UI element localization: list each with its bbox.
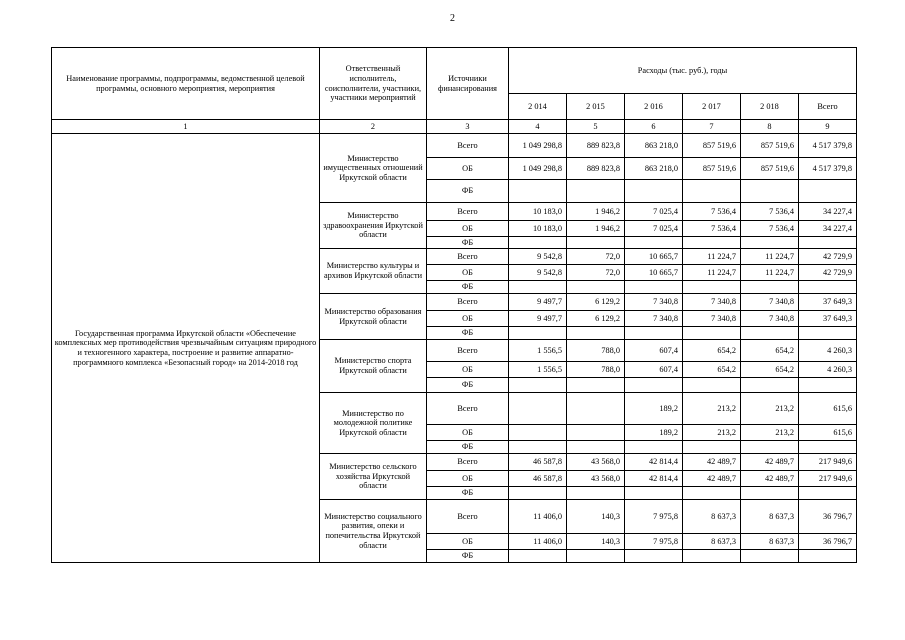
value-cell: 11 224,7 [741,249,799,265]
source-cell: ОБ [427,471,509,487]
value-cell: 8 637,3 [683,500,741,534]
total-cell: 34 227,4 [799,221,857,237]
total-cell [799,237,857,249]
value-cell [567,327,625,340]
value-cell: 7 340,8 [683,311,741,327]
header-year: 2 018 [741,94,799,120]
header-name: Наименование программы, подпрограммы, ведомственной целевой программы, основного мероприятия, мероприятия [52,48,320,120]
column-number: 6 [625,120,683,134]
value-cell [567,281,625,294]
total-cell: 4 260,3 [799,362,857,378]
value-cell [741,378,799,393]
column-number: 5 [567,120,625,134]
value-cell: 1 946,2 [567,221,625,237]
source-cell: ФБ [427,327,509,340]
value-cell: 42 489,7 [683,454,741,471]
value-cell [509,441,567,454]
source-cell: ФБ [427,487,509,500]
value-cell: 857 519,6 [683,158,741,180]
value-cell: 11 406,0 [509,534,567,550]
value-cell: 42 489,7 [683,471,741,487]
value-cell: 607,4 [625,362,683,378]
value-cell: 7 975,8 [625,534,683,550]
source-cell: ФБ [427,378,509,393]
value-cell: 1 556,5 [509,362,567,378]
value-cell: 654,2 [741,362,799,378]
total-cell: 217 949,6 [799,454,857,471]
source-cell: ФБ [427,237,509,249]
value-cell [683,378,741,393]
value-cell [509,237,567,249]
value-cell [567,237,625,249]
program-name: Государственная программа Иркутской области «Обеспечение комплексных мер противодействия чрезвычайным ситуациям природного и техногенного характера, построение и развитие аппаратно-программного комплекса «Безопасный город» на 2014-2018 год [52,134,320,563]
value-cell [567,550,625,563]
executor-cell: Министерство образования Иркутской области [320,294,427,340]
value-cell [741,237,799,249]
value-cell: 213,2 [741,425,799,441]
header-year: 2 014 [509,94,567,120]
table-body [52,48,857,563]
value-cell [509,180,567,203]
value-cell: 10 665,7 [625,249,683,265]
value-cell: 7 536,4 [683,221,741,237]
value-cell: 9 542,8 [509,265,567,281]
value-cell: 7 536,4 [683,203,741,221]
total-cell [799,550,857,563]
column-numbers-row [52,120,857,134]
value-cell: 46 587,8 [509,471,567,487]
source-cell: Всего [427,294,509,311]
value-cell [683,281,741,294]
value-cell [625,487,683,500]
value-cell [741,487,799,500]
total-cell: 42 729,9 [799,249,857,265]
column-number: 7 [683,120,741,134]
value-cell [741,281,799,294]
value-cell: 213,2 [683,393,741,425]
value-cell: 7 025,4 [625,221,683,237]
executor-cell: Министерство сельского хозяйства Иркутской области [320,454,427,500]
value-cell: 11 224,7 [683,265,741,281]
value-cell: 8 637,3 [741,500,799,534]
value-cell [509,378,567,393]
value-cell: 7 340,8 [625,311,683,327]
value-cell: 11 406,0 [509,500,567,534]
value-cell: 9 497,7 [509,294,567,311]
value-cell [741,327,799,340]
column-number: 1 [52,120,320,134]
value-cell: 6 129,2 [567,294,625,311]
value-cell: 10 665,7 [625,265,683,281]
total-cell [799,487,857,500]
source-cell: Всего [427,454,509,471]
value-cell [567,180,625,203]
value-cell: 7 340,8 [683,294,741,311]
total-cell: 615,6 [799,393,857,425]
value-cell: 889 823,8 [567,158,625,180]
header-total: Всего [799,94,857,120]
value-cell [567,378,625,393]
value-cell: 43 568,0 [567,454,625,471]
executor-cell: Министерство социального развития, опеки и попечительства Иркутской области [320,500,427,563]
value-cell: 654,2 [741,340,799,362]
value-cell: 140,3 [567,500,625,534]
value-cell [567,425,625,441]
value-cell: 857 519,6 [741,158,799,180]
value-cell [625,281,683,294]
value-cell: 654,2 [683,340,741,362]
column-number: 3 [427,120,509,134]
value-cell: 42 489,7 [741,454,799,471]
value-cell [625,327,683,340]
source-cell: ФБ [427,550,509,563]
total-cell: 37 649,3 [799,311,857,327]
total-cell: 37 649,3 [799,294,857,311]
value-cell: 863 218,0 [625,134,683,158]
value-cell [509,425,567,441]
value-cell: 8 637,3 [741,534,799,550]
value-cell [683,327,741,340]
executor-cell: Министерство спорта Иркутской области [320,340,427,393]
value-cell: 1 049 298,8 [509,158,567,180]
source-cell: Всего [427,393,509,425]
source-cell: ОБ [427,425,509,441]
total-cell: 4 260,3 [799,340,857,362]
source-cell: ФБ [427,441,509,454]
value-cell: 857 519,6 [741,134,799,158]
value-cell [509,487,567,500]
value-cell [509,327,567,340]
value-cell [567,393,625,425]
value-cell: 9 542,8 [509,249,567,265]
executor-cell: Министерство культуры и архивов Иркутской области [320,249,427,294]
source-cell: Всего [427,203,509,221]
value-cell: 788,0 [567,340,625,362]
column-number: 9 [799,120,857,134]
value-cell: 10 183,0 [509,203,567,221]
total-cell [799,281,857,294]
column-number: 8 [741,120,799,134]
total-cell [799,327,857,340]
value-cell: 6 129,2 [567,311,625,327]
total-cell: 36 796,7 [799,534,857,550]
total-cell [799,441,857,454]
value-cell: 42 814,4 [625,454,683,471]
value-cell [567,487,625,500]
value-cell [625,550,683,563]
total-cell: 42 729,9 [799,265,857,281]
total-cell: 36 796,7 [799,500,857,534]
table-row [52,134,857,158]
value-cell: 863 218,0 [625,158,683,180]
value-cell [683,550,741,563]
value-cell: 11 224,7 [741,265,799,281]
value-cell [741,550,799,563]
value-cell: 213,2 [741,393,799,425]
value-cell: 7 340,8 [625,294,683,311]
value-cell [683,487,741,500]
total-cell: 217 949,6 [799,471,857,487]
header-year: 2 015 [567,94,625,120]
value-cell [567,441,625,454]
total-cell [799,378,857,393]
value-cell: 7 025,4 [625,203,683,221]
source-cell: ОБ [427,534,509,550]
value-cell: 1 946,2 [567,203,625,221]
value-cell [683,180,741,203]
header-year: 2 017 [683,94,741,120]
value-cell: 7 536,4 [741,221,799,237]
executor-cell: Министерство по молодежной политике Иркутской области [320,393,427,454]
value-cell: 10 183,0 [509,221,567,237]
value-cell: 189,2 [625,425,683,441]
value-cell [625,441,683,454]
value-cell: 889 823,8 [567,134,625,158]
value-cell: 8 637,3 [683,534,741,550]
source-cell: Всего [427,134,509,158]
value-cell [741,441,799,454]
value-cell: 857 519,6 [683,134,741,158]
value-cell: 140,3 [567,534,625,550]
value-cell: 11 224,7 [683,249,741,265]
value-cell: 189,2 [625,393,683,425]
value-cell: 42 489,7 [741,471,799,487]
source-cell: ОБ [427,265,509,281]
value-cell [509,550,567,563]
value-cell: 7 340,8 [741,311,799,327]
source-cell: ОБ [427,221,509,237]
value-cell: 213,2 [683,425,741,441]
value-cell: 1 556,5 [509,340,567,362]
value-cell [625,237,683,249]
page-number: 2 [450,13,455,24]
total-cell: 4 517 379,8 [799,158,857,180]
header-year: 2 016 [625,94,683,120]
value-cell [683,441,741,454]
value-cell: 46 587,8 [509,454,567,471]
column-number: 2 [320,120,427,134]
source-cell: ФБ [427,281,509,294]
value-cell: 42 814,4 [625,471,683,487]
source-cell: Всего [427,340,509,362]
source-cell: ОБ [427,362,509,378]
expenses-table [51,47,857,563]
value-cell [683,237,741,249]
value-cell: 788,0 [567,362,625,378]
total-cell: 615,6 [799,425,857,441]
value-cell: 7 340,8 [741,294,799,311]
value-cell [509,393,567,425]
value-cell: 43 568,0 [567,471,625,487]
value-cell: 654,2 [683,362,741,378]
source-cell: ОБ [427,158,509,180]
column-number: 4 [509,120,567,134]
value-cell: 72,0 [567,265,625,281]
value-cell: 1 049 298,8 [509,134,567,158]
header-executor: Ответственный исполнитель, соисполнители, участники, участники мероприятий [320,48,427,120]
value-cell: 7 975,8 [625,500,683,534]
value-cell: 72,0 [567,249,625,265]
value-cell [625,378,683,393]
source-cell: ФБ [427,180,509,203]
value-cell [625,180,683,203]
source-cell: ОБ [427,311,509,327]
source-cell: Всего [427,249,509,265]
total-cell: 4 517 379,8 [799,134,857,158]
executor-cell: Министерство здравоохранения Иркутской области [320,203,427,249]
total-cell [799,180,857,203]
value-cell [741,180,799,203]
header-source: Источники финансирования [427,48,509,120]
value-cell [509,281,567,294]
value-cell: 607,4 [625,340,683,362]
value-cell: 9 497,7 [509,311,567,327]
value-cell: 7 536,4 [741,203,799,221]
header-row [52,48,857,94]
source-cell: Всего [427,500,509,534]
header-expenses: Расходы (тыс. руб.), годы [509,48,857,94]
total-cell: 34 227,4 [799,203,857,221]
executor-cell: Министерство имущественных отношений Иркутской области [320,134,427,203]
